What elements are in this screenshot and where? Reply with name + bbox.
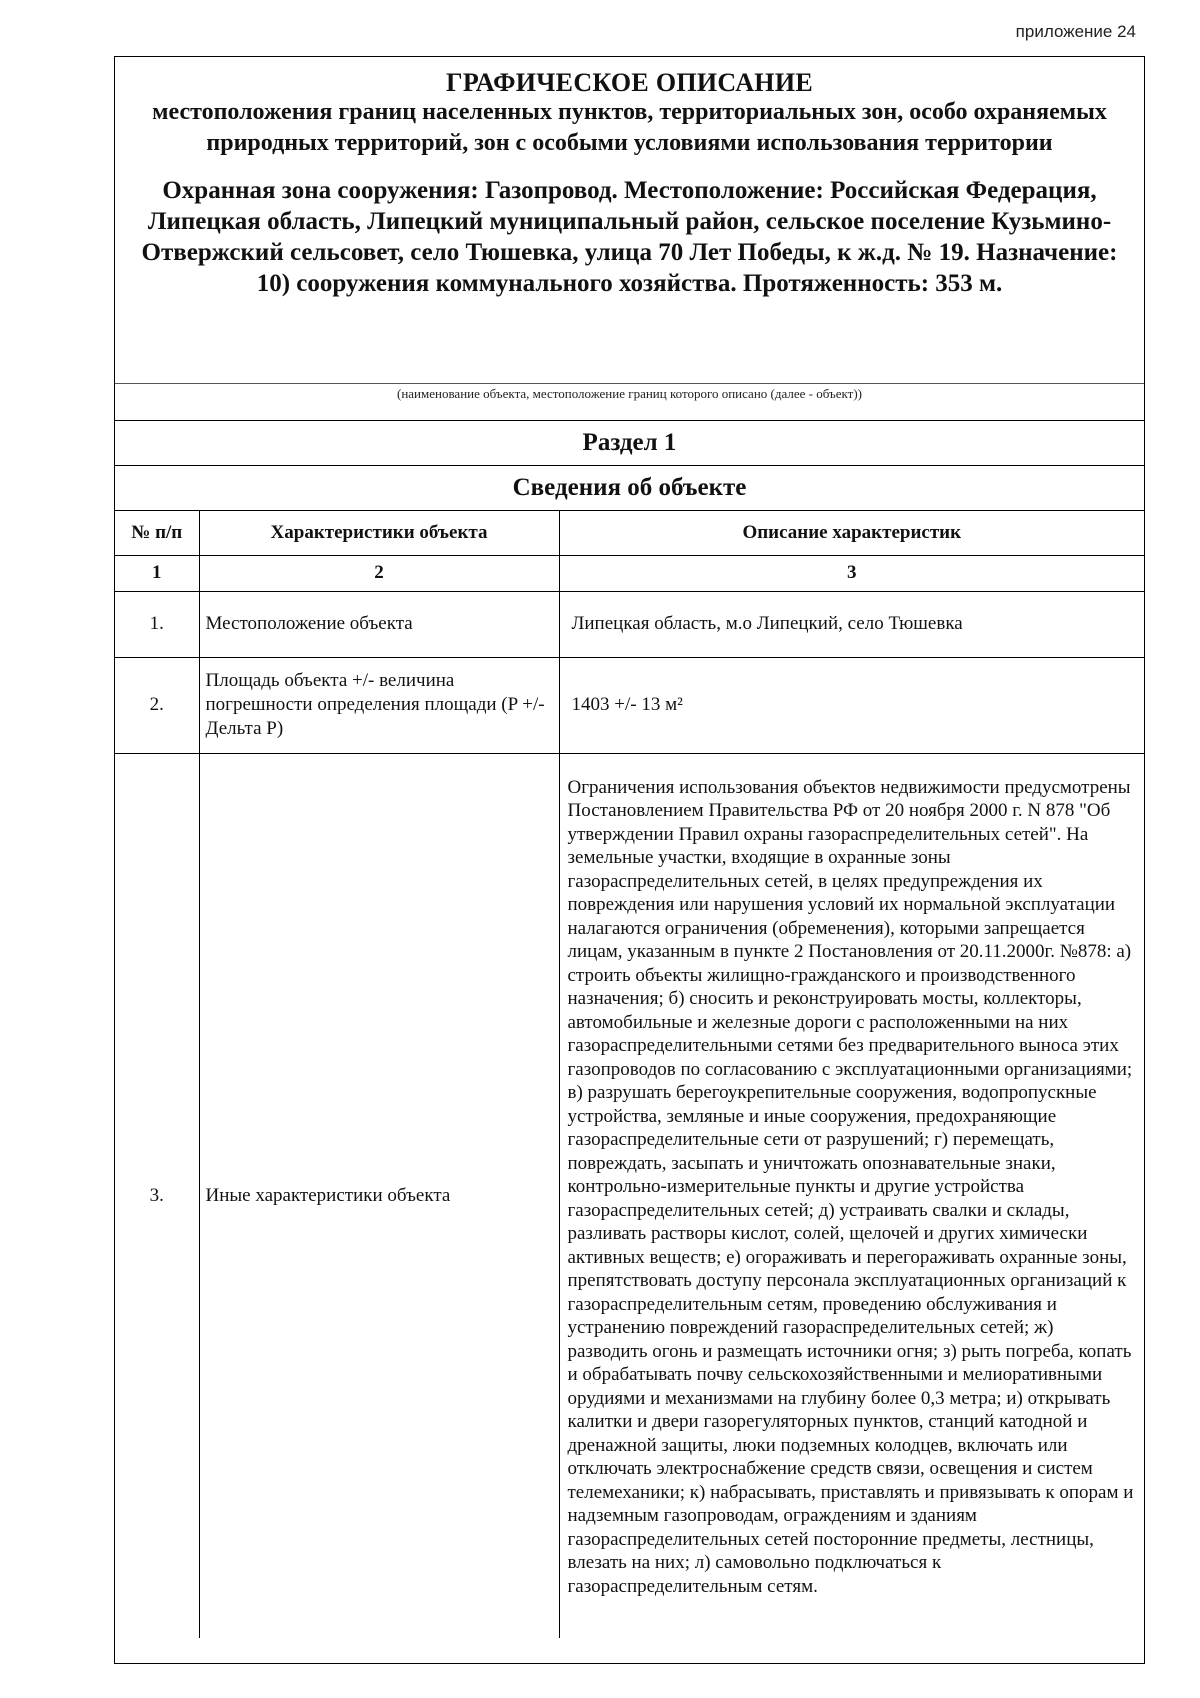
row-description: Ограничения использования объектов недвижимости предусмотрены Постановлением Правительства РФ от 20 ноября 2000 г. N 878 "Об утверждении Правил охраны газораспределительных сетей". На земельные участки, входящие в охранные зоны газораспределительных сетей, в целях предупреждения их повреждения или нарушения условий их нормальной эксплуатации налагаются ограничения (обременения), которыми запрещается лицам, указанным в пункте 2 Постановления от 20.11.2000г. №878: а) строить объекты жилищно-гражданского и производственного назначения; б) сносить и реконструировать мосты, коллекторы, автомобильные и железные дороги с расположенными на них газораспределительными сетями без предварительного выноса этих газопроводов по согласованию с эксплуатационными организациями; в) разрушать берегоукрепительные сооружения, водопропускные устройства, земляные и иные сооружения, предохраняющие газораспределительные сети от разрушений; г) перемещать, повреждать, засыпать и уничтожать опознавательные знаки, контрольно-измерительные пункты и другие устройства газораспределительных сетей; д) устраивать свалки и склады, разливать растворы кислот, солей, щелочей и других химически активных веществ; е) огораживать и перегораживать охранные зоны, препятствовать доступу персонала эксплуатационных организаций к газораспределительным сетям, проведению обслуживания и устранению повреждений газораспределительных сетей; ж) разводить огонь и размещать источники огня; з) рыть погреба, копать и обрабатывать почву сельскохозяйственными и мелиоративными орудиями и механизмами на глубину более 0,3 метра; и) открывать калитки и двери газорегуляторных пунктов, станций катодной и дренажной защиты, люки подземных колодцев, включать или отключать электроснабжение средств связи, освещения и систем телемеханики; к) набрасывать, приставлять и привязывать к опорам и надземным газопроводам, ограждениям и зданиям газораспределительных сетей посторонние предметы, лестницы, влезать на них; л) самовольно подключаться к газораспределительным сетям. [559,753,1144,1638]
document-header [115,57,1144,421]
column-number: 3 [559,555,1144,591]
row-description: 1403 +/- 13 м² [559,657,1144,753]
row-number: 3. [115,753,199,1638]
section-title: Раздел 1 [115,421,1144,466]
table-row [115,591,1144,657]
column-number: 1 [115,555,199,591]
section-subtitle: Сведения об объекте [115,466,1144,511]
column-header-description: Описание характеристик [559,511,1144,555]
document-title: ГРАФИЧЕСКОЕ ОПИСАНИЕ [446,68,813,97]
table-header-row [115,511,1144,555]
column-header-characteristic: Характеристики объекта [199,511,559,555]
object-caption: (наименование объекта, местоположение границ которого описано (далее - объект)) [397,386,862,401]
caption-divider [115,383,1144,384]
table-row [115,753,1144,1638]
object-name: Охранная зона сооружения: Газопровод. Местоположение: Российская Федерация, Липецкая область, Липецкий муниципальный район, сельское поселение Кузьмино-Отвержский сельсовет, село Тюшевка, улица 70 Лет Победы, к ж.д. № 19. Назначение: 10) сооружения коммунального хозяйства. Протяженность: 353 м. [141,177,1118,297]
appendix-label: приложение 24 [1015,22,1136,41]
row-description: Липецкая область, м.о Липецкий, село Тюшевка [559,591,1144,657]
row-characteristic: Площадь объекта +/- величина погрешности определения площади (P +/- Дельта P) [199,657,559,753]
row-number: 1. [115,591,199,657]
column-header-number: № п/п [115,511,199,555]
row-characteristic: Местоположение объекта [199,591,559,657]
document-frame [114,56,1145,1664]
column-number-row [115,555,1144,591]
object-info-table [115,511,1144,1638]
column-number: 2 [199,555,559,591]
row-number: 2. [115,657,199,753]
document-subtitle: местоположения границ населенных пунктов, территориальных зон, особо охраняемых природных территорий, зон с особыми условиями использования территории [152,99,1107,156]
table-row [115,657,1144,753]
row-characteristic: Иные характеристики объекта [199,753,559,1638]
